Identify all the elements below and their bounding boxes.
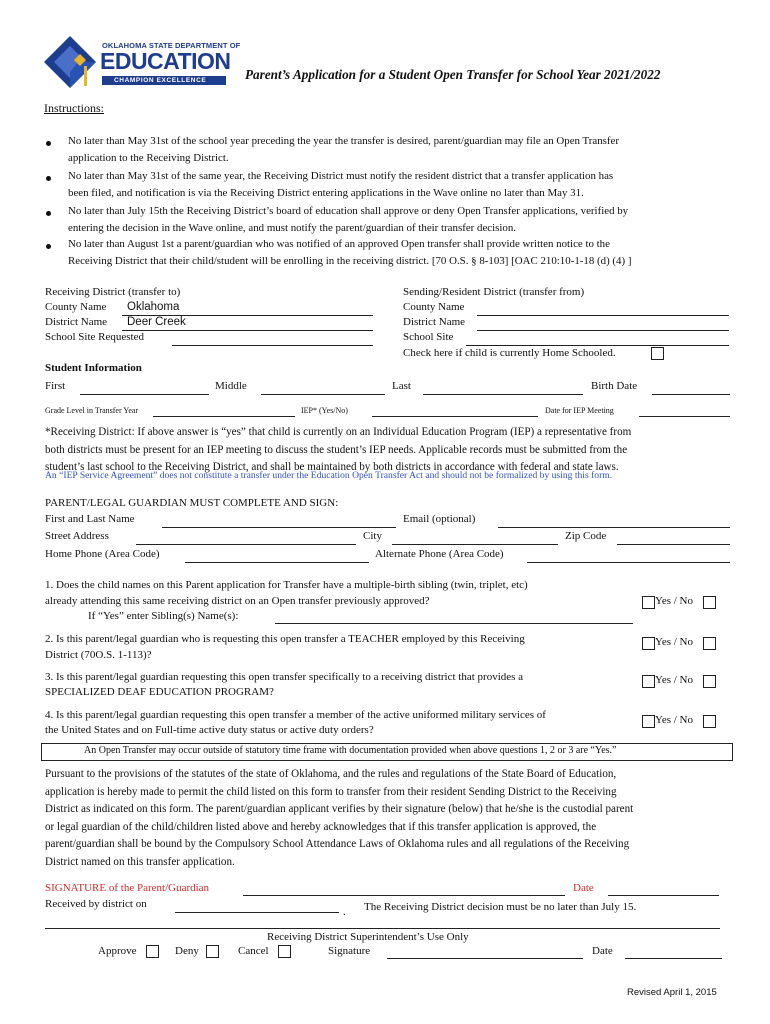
instruction-line: application to the Receiving District.: [68, 152, 229, 164]
pursuant-line: or legal guardian of the child/children listed above and hereby acknowledges that if this transfer application is approved, the: [45, 820, 597, 833]
logo-line2: EDUCATION: [100, 48, 231, 74]
q3-line1: 3. Is this parent/legal guardian requesting this open transfer specifically to a receiving district that provides a: [45, 671, 524, 683]
iep-label: IEP* (Yes/No): [301, 406, 348, 415]
sending-county-label: County Name: [403, 301, 465, 313]
grade-level-field[interactable]: [153, 416, 295, 417]
approve-label: Approve: [98, 945, 137, 957]
q3-yes-checkbox[interactable]: [642, 675, 655, 688]
q1-line2: already attending this same receiving district on an Open transfer previously approved?: [45, 595, 430, 607]
received-label: Received by district on: [45, 898, 147, 910]
q3-yes-no-label: Yes / No: [655, 674, 694, 686]
receiving-heading: Receiving District (transfer to): [45, 286, 181, 298]
q2-yes-no-label: Yes / No: [655, 636, 694, 648]
last-name-label: Last: [392, 380, 411, 392]
email-label: Email (optional): [403, 513, 476, 525]
sending-heading: Sending/Resident District (transfer from): [403, 286, 585, 298]
iep-note: [45, 424, 631, 477]
bullet-icon: [46, 244, 51, 249]
page-title: Parent’s Application for a Student Open Transfer for School Year 2021/2022: [245, 67, 661, 82]
sending-site-field[interactable]: [466, 345, 729, 346]
bullet-icon: [46, 141, 51, 146]
zip-label: Zip Code: [565, 530, 607, 542]
sending-county-field[interactable]: [477, 315, 729, 316]
divider-line: [45, 928, 720, 929]
revised-date: Revised April 1, 2015: [627, 987, 717, 998]
received-field[interactable]: [175, 912, 339, 913]
q4-yes-no-label: Yes / No: [655, 714, 694, 726]
email-field[interactable]: [498, 527, 730, 528]
q2-yes-checkbox[interactable]: [642, 637, 655, 650]
osde-logo: [40, 32, 240, 94]
iep-note-line: both districts must be present for an IEP meeting to discuss the student’s IEP needs. Applicable records must be submitted from the: [45, 443, 628, 456]
instruction-line: been filed, and notification is via the Receiving District entering applications in the Wave online no later than May 31.: [68, 187, 584, 199]
middle-name-label: Middle: [215, 380, 247, 392]
received-dot: .: [343, 906, 346, 918]
superintendent-heading: Receiving District Superintendent’s Use Only: [267, 931, 469, 943]
signature-label: SIGNATURE of the Parent/Guardian: [45, 882, 210, 894]
sending-district-label: District Name: [403, 316, 466, 328]
sending-district-field[interactable]: [477, 330, 729, 331]
q1-yes-checkbox[interactable]: [642, 596, 655, 609]
decision-note: The Receiving District decision must be no later than July 15.: [364, 901, 637, 913]
receiving-site-label: School Site Requested: [45, 331, 144, 343]
city-field[interactable]: [392, 544, 558, 545]
pursuant-line: Pursuant to the provisions of the statutes of the state of Oklahoma, and the rules and regulations of the State Board of Education,: [45, 768, 617, 780]
alt-phone-field[interactable]: [527, 562, 730, 563]
instruction-line: entering the decision in the Wave online, and must notify the parent/guardian of their transfer decision.: [68, 222, 517, 234]
q1-yes-no-label: Yes / No: [655, 595, 694, 607]
q1-no-checkbox[interactable]: [703, 596, 716, 609]
diamond-logo-icon: [40, 32, 100, 92]
first-name-field[interactable]: [80, 394, 209, 395]
bullet-icon: [46, 176, 51, 181]
approve-checkbox[interactable]: [146, 945, 159, 958]
signature-field[interactable]: [243, 895, 565, 896]
logo-line1: OKLAHOMA STATE DEPARTMENT OF: [102, 41, 241, 50]
pursuant-line: parent/guardian shall be bound by the Compulsory School Attendance Laws of Oklahoma rules and all regulations of the Receiving: [45, 838, 630, 850]
q1-line1: 1. Does the child names on this Parent application for Transfer have a multiple-birth sibling (twin, triplet, etc): [45, 579, 528, 591]
superintendent-date-field[interactable]: [625, 958, 722, 959]
signature-date-field[interactable]: [608, 895, 719, 896]
iep-note-line: *Receiving District: If above answer is “yes” that child is currently on an Individual Education Program (IEP) a representative from: [45, 426, 632, 438]
parent-name-label: First and Last Name: [45, 513, 135, 525]
instruction-line: No later than May 31st of the same year, the Receiving District must notify the resident district that a transfer application has: [68, 170, 614, 182]
iep-date-label: Date for IEP Meeting: [545, 406, 614, 415]
receiving-county-value: Oklahoma: [127, 301, 180, 313]
cancel-label: Cancel: [238, 945, 269, 957]
receiving-district-label: District Name: [45, 316, 108, 328]
iep-date-field[interactable]: [639, 416, 730, 417]
iep-note-line: student’s last school to the Receiving District, and shall be maintained by both districts in accordance with federal and state laws.: [45, 461, 619, 473]
parent-heading: PARENT/LEGAL GUARDIAN MUST COMPLETE AND SIGN:: [45, 497, 339, 509]
homeschool-label: Check here if child is currently Home Schooled.: [403, 347, 616, 359]
q2-line2: District (70O.S. 1-113)?: [45, 649, 152, 661]
cancel-checkbox[interactable]: [278, 945, 291, 958]
last-name-field[interactable]: [423, 394, 583, 395]
receiving-district-field[interactable]: [122, 330, 373, 331]
zip-field[interactable]: [617, 544, 730, 545]
signature-date-label: Date: [573, 882, 594, 894]
q3-no-checkbox[interactable]: [703, 675, 716, 688]
q4-yes-checkbox[interactable]: [642, 715, 655, 728]
deny-label: Deny: [175, 945, 199, 957]
q4-no-checkbox[interactable]: [703, 715, 716, 728]
receiving-district-value: Deer Creek: [127, 316, 186, 328]
birth-date-field[interactable]: [652, 394, 730, 395]
grade-level-label: Grade Level in Transfer Year: [45, 406, 139, 415]
iep-service-note: An “IEP Service Agreement” does not constitute a transfer under the Education Open Transfer Act and should not be formalized by using this form.: [45, 470, 613, 481]
superintendent-signature-field[interactable]: [387, 958, 583, 959]
q4-line1: 4. Is this parent/legal guardian requesting this open transfer a member of the active uniformed military services of: [45, 709, 546, 721]
superintendent-signature-label: Signature: [328, 945, 371, 957]
student-heading: Student Information: [45, 362, 142, 374]
q3-line2: SPECIALIZED DEAF EDUCATION PROGRAM?: [45, 686, 274, 698]
deny-checkbox[interactable]: [206, 945, 219, 958]
alt-phone-label: Alternate Phone (Area Code): [375, 548, 504, 560]
q2-no-checkbox[interactable]: [703, 637, 716, 650]
receiving-county-label: County Name: [45, 301, 107, 313]
receiving-site-field[interactable]: [172, 345, 373, 346]
instruction-line: No later than May 31st of the school year preceding the year the transfer is desired, parent/guardian may file an Open Transfer: [68, 135, 619, 147]
pursuant-line: District named on this transfer application.: [45, 855, 235, 868]
sending-site-label: School Site: [403, 331, 454, 343]
superintendent-date-label: Date: [592, 945, 613, 957]
instruction-line: No later than August 1st a parent/guardian who was notified of an approved Open transfer shall provide written notice to the: [68, 238, 610, 250]
q4-line2: the United States and on Full-time active duty status or active duty orders?: [45, 724, 374, 736]
pursuant-line: District as indicated on this form. The parent/guardian applicant verifies by their signature (below) that he/she is the custodial parent: [45, 803, 634, 815]
instruction-line: Receiving District that their child/student will be enrolling in the receiving district. [70 O.S. § 8-103] [OAC 210:10-1-18 (d) (4) ]: [68, 255, 632, 267]
middle-name-field[interactable]: [261, 394, 385, 395]
homeschool-checkbox[interactable]: [651, 347, 664, 360]
parent-name-field[interactable]: [162, 527, 396, 528]
birth-date-label: Birth Date: [591, 380, 638, 392]
notice-box: [41, 743, 733, 761]
q2-line1: 2. Is this parent/legal guardian who is requesting this open transfer a TEACHER employed by this Receiving: [45, 633, 525, 645]
iep-field[interactable]: [372, 416, 538, 417]
first-name-label: First: [45, 380, 66, 392]
street-label: Street Address: [45, 530, 109, 542]
home-phone-label: Home Phone (Area Code): [45, 548, 160, 560]
home-phone-field[interactable]: [185, 562, 369, 563]
bullet-icon: [46, 211, 51, 216]
notice-text: An Open Transfer may occur outside of statutory time frame with documentation provided when above questions 1, 2 or 3 are “Yes.”: [84, 745, 617, 756]
pursuant-paragraph: [45, 766, 633, 871]
street-field[interactable]: [136, 544, 356, 545]
pursuant-line: application is hereby made to permit the child listed on this form to transfer from their resident Sending District to the Receiving: [45, 785, 617, 798]
instruction-line: No later than July 15th the Receiving District’s board of education shall approve or deny Open Transfer applications, verified by: [68, 205, 629, 217]
sibling-names-field[interactable]: [275, 623, 633, 624]
logo-line3: CHAMPION EXCELLENCE: [114, 77, 207, 84]
instructions-heading: Instructions:: [44, 101, 104, 115]
q1-line3: If “Yes” enter Sibling(s) Name(s):: [88, 610, 239, 622]
city-label: City: [363, 530, 382, 542]
